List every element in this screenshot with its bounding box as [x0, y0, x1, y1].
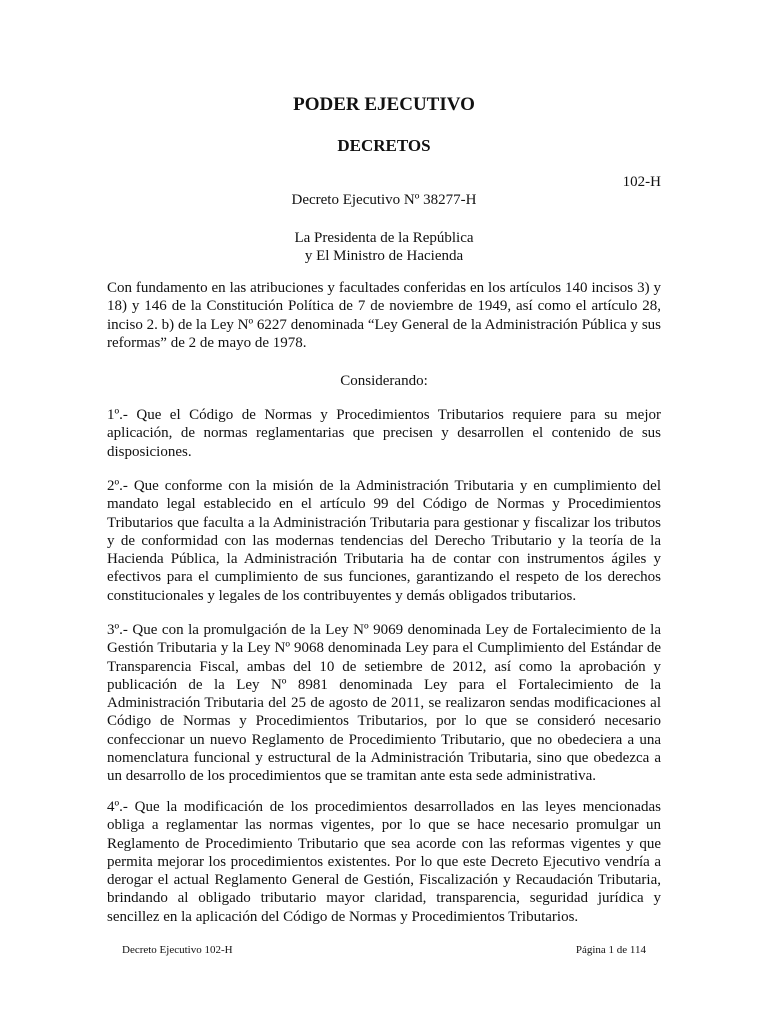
footer-page-number: Página 1 de 114 [575, 944, 646, 956]
considerando-paragraph-4: 4º.- Que la modificación de los procedimientos desarrollados en las leyes mencionadas obliga a reglamentar las normas vigentes, por lo que se hace necesario promulgar un Reglamento de Procedimiento Tributario que sea acorde con las reformas vigentes y que permita mejorar los procedimientos existentes. Por lo que este Decreto Ejecutivo vendría a derogar el actual Reglamento General de Gestión, Fiscalización y Recaudación Tributaria, brindando al obligado tributario mayor claridad, transparencia, seguridad jurídica y sencillez en la aplicación del Código de Normas y Procedimientos Tributarios. [107, 799, 661, 925]
considerando-paragraph-2: 2º.- Que conforme con la misión de la Administración Tributaria y en cumplimiento del mandato legal establecido en el artículo 99 del Código de Normas y Procedimientos Tributarios que faculta a la Administración Tributaria para gestionar y fiscalizar los tributos y de conformidad con las modernas tendencias del Derecho Tributario y la teoría de la Hacienda Pública, la Administración Tributaria ha de contar con instrumentos ágiles y efectivos para el cumplimiento de sus funciones, garantizando el respeto de los derechos constitucionales y legales de los contribuyentes y demás obligados tributarios. [107, 478, 661, 604]
signatory-line-2: y El Ministro de Hacienda [304, 248, 464, 264]
decree-number: Decreto Ejecutivo Nº 38277-H [291, 192, 477, 208]
considerando-heading: Considerando: [340, 373, 428, 389]
considerando-paragraph-3: 3º.- Que con la promulgación de la Ley Nº 9069 denominada Ley de Fortalecimiento de la Gestión Tributaria y la Ley Nº 9068 denominada Ley para el Cumplimiento del Estándar de Transparencia Fiscal, ambas del 10 de setiembre de 2012, así como la aprobación y publicación de la Ley Nº 8981 denominada Ley para el Fortalecimiento de la Administración Tributaria del 25 de agosto de 2011, se realizaron sendas modificaciones al Código de Normas y Procedimientos Tributarios, por lo que se consideró necesario confeccionar un nuevo Reglamento de Procedimiento Tributario, que no obedeciera a una nomenclatura funcional y estructural de la Administración Tributaria, sino que obedezca a un desarrollo de los procedimientos que se tramitan ante esta sede administrativa. [107, 622, 661, 785]
decree-code: 102-H [622, 174, 661, 190]
signatory-line-1: La Presidenta de la República [294, 230, 474, 246]
section-subtitle: DECRETOS [337, 136, 431, 155]
page-title: PODER EJECUTIVO [293, 94, 475, 115]
footer-document-label: Decreto Ejecutivo 102-H [122, 944, 233, 956]
preamble-paragraph: Con fundamento en las atribuciones y facultades conferidas en los artículos 140 incisos 3) y 18) y 146 de la Constitución Política de 7 de noviembre de 1949, así como el artículo 28, inciso 2. b) de la Ley Nº 6227 denominada “Ley General de la Administración Pública y sus reformas” de 2 de mayo de 1978. [107, 280, 661, 351]
considerando-paragraph-1: 1º.- Que el Código de Normas y Procedimientos Tributarios requiere para su mejor aplicación, de normas reglamentarias que precisen y desarrollen el contenido de sus disposiciones. [107, 407, 661, 460]
